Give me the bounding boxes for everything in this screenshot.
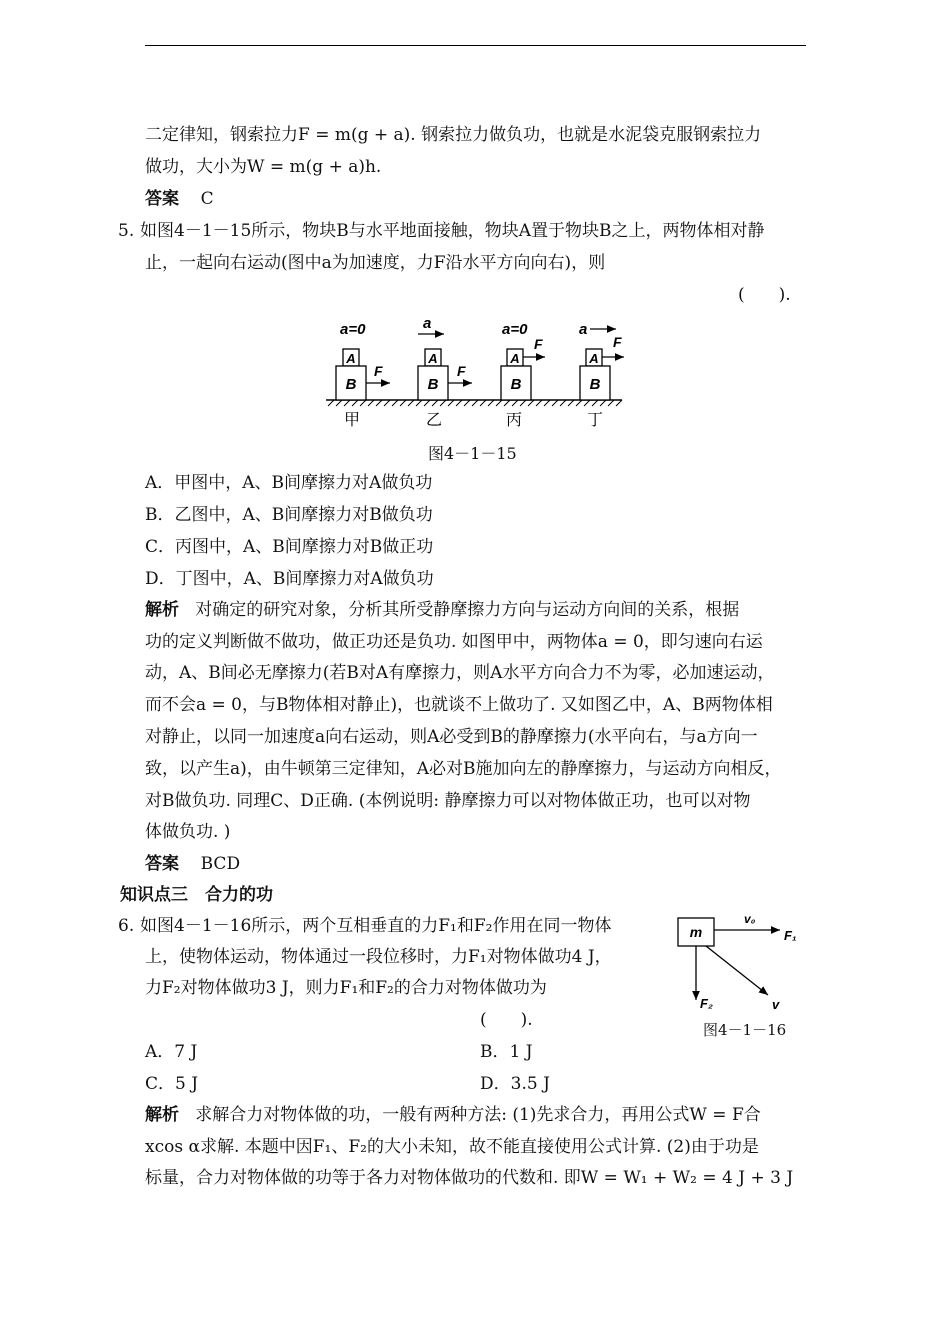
q5-answer-blank: ( ). (738, 285, 791, 305)
figure-4-1-16 (672, 908, 812, 1020)
f1-label: F₁ (784, 928, 797, 943)
panel-accel-label: a (579, 321, 588, 338)
v-arrow (706, 946, 768, 995)
answer-label: 答案 (145, 189, 179, 209)
q5-analysis-line-5: 对静止，以同一加速度a向右运动，则A必受到B的静摩擦力(水平向右，与a方向一 (145, 727, 758, 747)
panel-name: 甲 (344, 412, 361, 429)
figure-4-1-15-caption: 图4－1－15 (428, 444, 517, 463)
q6-analysis-line-1 (145, 1104, 761, 1126)
force-label: F (374, 363, 383, 379)
q5-analysis-line-1 (145, 599, 739, 621)
panel-accel-label: a=0 (340, 321, 366, 338)
prev-answer (145, 188, 214, 210)
q6-analysis-line-2: xcos α求解. 本题中因F₁、F₂的大小未知，故不能直接使用公式计算. (2)由于功是 (145, 1137, 759, 1157)
q5-number: 5. (118, 221, 135, 241)
block-b-label: B (589, 376, 601, 393)
force-label: F (613, 334, 622, 350)
q6-option-b: B．1 J (480, 1042, 533, 1062)
q5-option-c: C．丙图中，A、B间摩擦力对B做正功 (145, 537, 434, 557)
analysis-text: 求解合力对物体做的功，一般有两种方法: (1)先求合力，再用公式W = F合 (195, 1105, 761, 1125)
q6-answer-blank: ( ). (480, 1010, 533, 1030)
q6-analysis-line-3: 标量，合力对物体做的功等于各力对物体做功的代数和. 即W = W₁ + W₂ = 4 J + 3 J (145, 1168, 794, 1188)
answer-value: C (200, 189, 214, 209)
header-rule (145, 45, 806, 46)
q5-analysis-line-4: 而不会a = 0，与B物体相对静止)，也就谈不上做功了. 又如图乙中，A、B两物体相 (145, 695, 773, 715)
panel-accel-label: a=0 (502, 321, 528, 338)
analysis-label: 解析 (145, 600, 179, 620)
panel-name: 丁 (587, 412, 604, 429)
q5-analysis-line-6: 致，以产生a)，由牛顿第三定律知，A必对B施加向左的静摩擦力，与运动方向相反， (145, 759, 782, 779)
block-b-label: B (427, 376, 439, 393)
q5-answer (145, 853, 240, 875)
panel-name: 丙 (506, 412, 523, 429)
answer-value: BCD (200, 854, 241, 874)
q5-option-b: B．乙图中，A、B间摩擦力对B做负功 (145, 505, 433, 525)
q5-stem-line-1: 如图4－1－15所示，物块B与水平地面接触，物块A置于物块B之上，两物体相对静 (140, 221, 765, 241)
f2-label: F₂ (700, 996, 713, 1011)
block-a-label: A (510, 351, 520, 366)
ground-hatching (328, 400, 622, 406)
block-a-label: A (589, 351, 599, 366)
section-title: 知识点三 合力的功 (120, 885, 273, 905)
q5-option-a: A．甲图中，A、B间摩擦力对A做负功 (145, 473, 433, 493)
panel-accel-label: a (423, 315, 432, 332)
q5-analysis-line-3: 动，A、B间必无摩擦力(若B对A有摩擦力，则A水平方向合力不为零，必加速运动， (145, 663, 775, 683)
q6-option-d: D．3.5 J (480, 1074, 550, 1094)
v-label: v (772, 997, 780, 1012)
block-b-label: B (510, 376, 522, 393)
block-a-label: A (346, 351, 356, 366)
q5-option-d: D．丁图中，A、B间摩擦力对A做负功 (145, 569, 434, 589)
q6-number: 6. (118, 916, 135, 936)
analysis-label: 解析 (145, 1105, 179, 1125)
q5-analysis-line-7: 对B做负功. 同理C、D正确. (本例说明: 静摩擦力可以对物体做正功，也可以对物 (145, 791, 751, 811)
q6-stem-line-3: 力F₂对物体做功3 J，则力F₁和F₂的合力对物体做功为 (145, 978, 547, 998)
q5-analysis-line-2: 功的定义判断做不做功，做正功还是负功. 如图甲中，两物体a = 0，即匀速向右运 (145, 632, 763, 652)
force-label: F (457, 363, 466, 379)
figure-4-1-16-caption: 图4－1－16 (703, 1021, 787, 1039)
panel-ding (579, 321, 624, 429)
q6-stem-line-2: 上，使物体运动，物体通过一段位移时，力F₁对物体做功4 J， (145, 947, 612, 967)
panel-name: 乙 (426, 412, 443, 429)
panel-bing (501, 321, 545, 429)
block-a-label: A (428, 351, 438, 366)
panel-jia (336, 321, 390, 429)
q6-option-a: A．7 J (145, 1042, 198, 1062)
force-label: F (534, 336, 543, 352)
figure-4-1-15 (320, 312, 630, 434)
mass-label: m (689, 924, 703, 940)
analysis-text: 对确定的研究对象，分析其所受静摩擦力方向与运动方向间的关系，根据 (195, 600, 740, 620)
prev-solution-line-2: 做功，大小为W = m(g + a)h. (145, 157, 382, 177)
prev-solution-line-1: 二定律知，钢索拉力F = m(g + a). 钢索拉力做负功，也就是水泥袋克服钢索拉力 (145, 125, 762, 145)
v0-label: v₀ (744, 912, 756, 926)
q6-stem-line-1: 如图4－1－16所示，两个互相垂直的力F₁和F₂作用在同一物体 (140, 916, 612, 936)
q5-stem-line-2: 止，一起向右运动(图中a为加速度，力F沿水平方向向右)，则 (145, 253, 606, 273)
q5-analysis-line-8: 体做负功. ) (145, 822, 231, 842)
q6-option-c: C．5 J (145, 1074, 199, 1094)
answer-label: 答案 (145, 854, 179, 874)
panel-yi (418, 315, 472, 429)
block-b-label: B (345, 376, 357, 393)
